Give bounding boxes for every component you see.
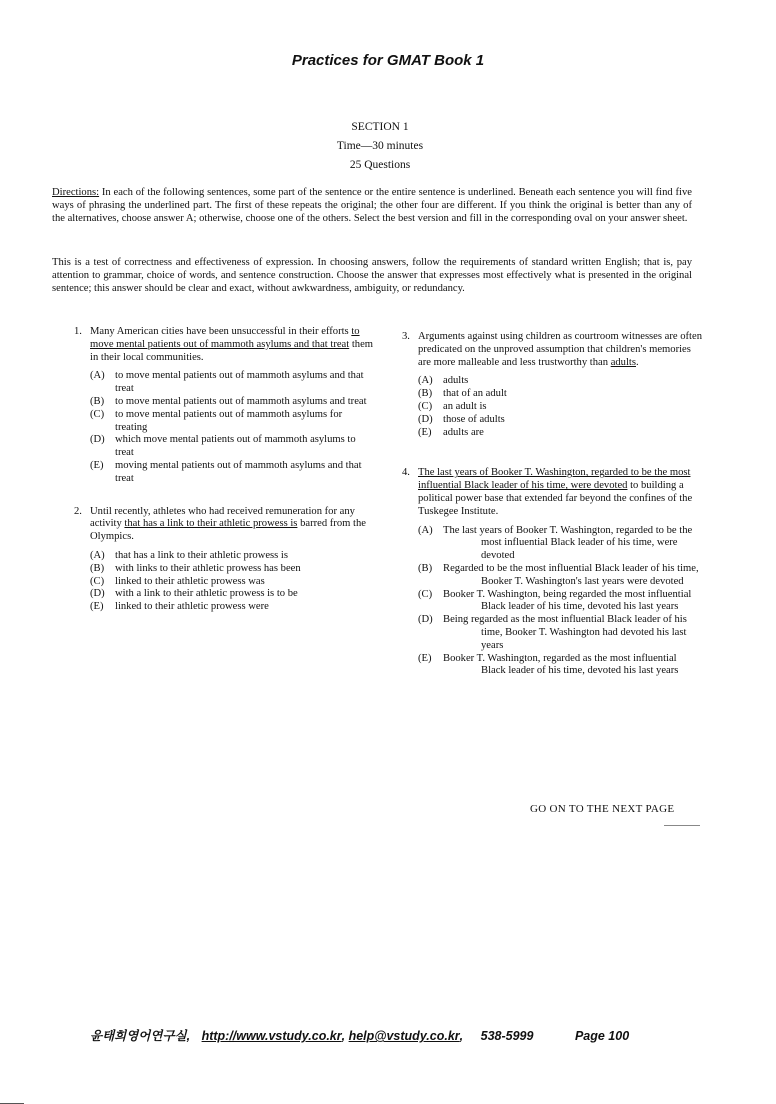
- footer-korean-name: 윤태희영어연구실,: [90, 1029, 191, 1043]
- option-text: adults are: [443, 426, 484, 438]
- section-question-count: 25 Questions: [349, 159, 411, 171]
- directions-paragraph: [52, 186, 692, 225]
- right-column: [402, 331, 702, 698]
- answer-option[interactable]: [90, 563, 374, 576]
- answer-option[interactable]: [418, 653, 702, 679]
- question-stem: [90, 506, 374, 544]
- footer-page-number: Page 100: [574, 1029, 630, 1043]
- section-heading: SECTION 1: [351, 121, 409, 133]
- answer-option[interactable]: [90, 601, 374, 614]
- option-label: (A): [418, 375, 433, 387]
- stem-text: Arguments against using children as courtroom witnesses are often predicated on the unproved assumption that children's memories are more malleable and less trustworthy than: [418, 331, 703, 368]
- answer-option[interactable]: [418, 589, 702, 615]
- question-3: [402, 331, 702, 439]
- option-text: which move mental patients out of mammoth asylums to treat: [115, 434, 356, 459]
- option-text: Booker T. Washington, being regarded the most influential Black leader of his time, devoted his last years: [443, 588, 692, 613]
- option-text: to move mental patients out of mammoth asylums for treating: [115, 408, 343, 433]
- option-label: (C): [418, 588, 433, 600]
- stem-text: Many American cities have been unsuccessful in their efforts: [90, 326, 352, 337]
- question-number: 1.: [74, 326, 82, 337]
- go-on-instruction: GO ON TO THE NEXT PAGE: [530, 803, 675, 815]
- option-label: (B): [90, 395, 105, 407]
- option-label: (E): [90, 459, 104, 471]
- option-label: (E): [418, 652, 432, 664]
- option-label: (A): [90, 549, 105, 561]
- option-text: to move mental patients out of mammoth asylums and that treat: [115, 370, 364, 395]
- option-text: linked to their athletic prowess was: [115, 575, 265, 587]
- footer-separator-2: ,: [459, 1029, 464, 1043]
- stem-underlined: The last years of Booker T. Washington, regarded to be the most influential Black leader of his time, were devoted: [418, 467, 691, 492]
- question-2: [74, 506, 374, 614]
- stem-underlined: adults: [610, 356, 636, 368]
- option-label: (D): [90, 434, 105, 446]
- stem-text-after: .: [636, 356, 639, 368]
- option-text: an adult is: [443, 400, 487, 412]
- directions-label: Directions:: [52, 187, 100, 198]
- option-text: The last years of Booker T. Washington, regarded to be the most influential Black leader of his time, were devoted: [443, 524, 693, 562]
- option-text: that of an adult: [443, 388, 507, 400]
- option-label: (C): [90, 575, 105, 587]
- answer-option[interactable]: [418, 614, 702, 652]
- option-label: (A): [90, 370, 105, 382]
- answer-option[interactable]: [418, 427, 702, 440]
- option-text: that has a link to their athletic prowess is: [115, 549, 288, 561]
- answer-option[interactable]: [418, 375, 702, 388]
- section-heading-block: [0, 118, 760, 175]
- answer-option[interactable]: [90, 434, 374, 460]
- answer-option[interactable]: [90, 409, 374, 435]
- directions-text: In each of the following sentences, some part of the sentence or the entire sentence is underlined. Beneath each sentence you will find five ways of phrasing the underlined part. The first of these repeats the original; the other four are different. If you think the original is better than any of the alternatives, choose answer A; otherwise, choose one of the others. Select the best version and fill in the corresponding oval on your answer sheet.: [52, 187, 692, 224]
- answer-options: [90, 370, 374, 485]
- page-footer: [90, 1026, 710, 1044]
- option-label: (C): [418, 400, 433, 412]
- answer-options: [90, 550, 374, 614]
- stem-text: Until recently, athletes who had received remuneration for any activity: [90, 505, 355, 530]
- stem-text-after: barred from the Olympics.: [90, 518, 366, 543]
- question-number: 2.: [74, 505, 82, 517]
- option-label: (A): [418, 524, 433, 536]
- answer-option[interactable]: [90, 576, 374, 589]
- answer-option[interactable]: [90, 370, 374, 396]
- option-text: those of adults: [443, 413, 505, 425]
- question-stem: [418, 331, 702, 369]
- question-number: 3.: [402, 331, 410, 342]
- footer-separator: ,: [341, 1029, 346, 1043]
- option-label: (E): [90, 601, 104, 613]
- option-text: to move mental patients out of mammoth asylums and treat: [115, 395, 367, 407]
- option-text: Regarded to be the most influential Black leader of his time, Booker T. Washington's last years were devoted: [443, 562, 699, 587]
- option-text: moving mental patients out of mammoth asylums and that treat: [115, 459, 362, 484]
- option-text: Being regarded as the most influential Black leader of his time, Booker T. Washington had devoted his last years: [443, 614, 687, 651]
- footer-email-link[interactable]: help@vstudy.co.kr: [348, 1029, 460, 1043]
- question-4: [402, 467, 702, 678]
- stem-underlined: that has a link to their athletic prowess is: [124, 518, 298, 530]
- option-text: with a link to their athletic prowess is to be: [115, 588, 298, 600]
- test-note-paragraph: This is a test of correctness and effectiveness of expression. In choosing answers, follow the requirements of standard written English; that is, pay attention to grammar, choice of words, and sentence construction. Choose the answer that expresses most effectively what is presented in the original sentence; this answer should be clear and exact, without awkwardness, ambiguity, or redundancy.: [52, 257, 692, 294]
- stem-text-after: them in their local communities.: [90, 338, 374, 363]
- stem-underlined: to move mental patients out of mammoth asylums and that treat: [90, 326, 360, 350]
- answer-option[interactable]: [90, 396, 374, 409]
- answer-options: [418, 525, 702, 679]
- question-number: 4.: [402, 467, 410, 479]
- answer-option[interactable]: [418, 563, 702, 589]
- footer-phone: 538-5999: [480, 1029, 534, 1043]
- option-text: Booker T. Washington, regarded as the most influential Black leader of his time, devoted his last years: [443, 652, 679, 677]
- option-label: (D): [90, 588, 105, 600]
- page-title: Practices for GMAT Book 1: [291, 52, 485, 69]
- answer-option[interactable]: [90, 588, 374, 601]
- option-label: (B): [418, 388, 433, 400]
- option-label: (D): [418, 614, 433, 626]
- answer-option[interactable]: [418, 388, 702, 401]
- question-stem: [418, 467, 702, 518]
- stem-text-after: to building a political power base that extended far beyond the confines of the Tuskegee Institute.: [418, 480, 693, 517]
- option-label: (C): [90, 408, 105, 420]
- option-text: linked to their athletic prowess were: [115, 601, 269, 613]
- question-stem: [90, 326, 374, 364]
- option-label: (D): [418, 413, 433, 425]
- option-text: adults: [443, 375, 469, 387]
- answer-option[interactable]: [90, 550, 374, 563]
- option-label: (B): [418, 562, 433, 574]
- left-column: [74, 326, 374, 634]
- answer-option[interactable]: [90, 460, 374, 486]
- footer-website-link[interactable]: http://www.vstudy.co.kr: [201, 1029, 342, 1043]
- answer-option[interactable]: [418, 525, 702, 563]
- option-label: (B): [90, 562, 105, 574]
- answer-option[interactable]: [418, 414, 702, 427]
- option-text: with links to their athletic prowess has been: [115, 562, 301, 574]
- answer-option[interactable]: [418, 401, 702, 414]
- answer-options: [418, 375, 702, 439]
- option-label: (E): [418, 426, 432, 438]
- go-on-divider: [664, 825, 700, 826]
- question-1: [74, 326, 374, 486]
- section-time: Time—30 minutes: [336, 140, 424, 152]
